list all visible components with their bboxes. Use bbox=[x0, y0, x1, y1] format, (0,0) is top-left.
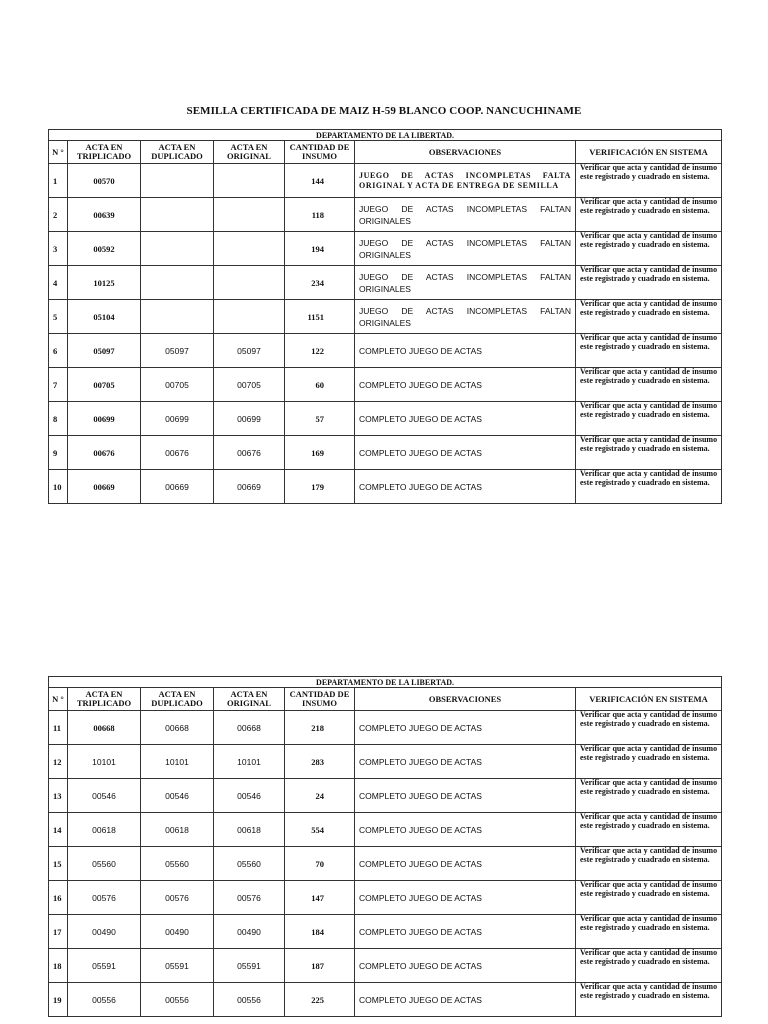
col-header-n: N ° bbox=[49, 141, 68, 164]
table-row bbox=[49, 436, 722, 470]
table-row bbox=[49, 949, 722, 983]
observaciones: COMPLETO JUEGO DE ACTAS bbox=[355, 813, 576, 847]
acta-duplicado: 00699 bbox=[141, 402, 214, 436]
observaciones: COMPLETO JUEGO DE ACTAS bbox=[355, 402, 576, 436]
acta-triplicado: 10101 bbox=[68, 745, 141, 779]
acta-original bbox=[214, 232, 285, 266]
observaciones: COMPLETO JUEGO DE ACTAS bbox=[355, 745, 576, 779]
document-title: SEMILLA CERTIFICADA DE MAIZ H-59 BLANCO COOP. NANCUCHINAME bbox=[186, 105, 582, 117]
col-header-original: ACTA EN ORIGINAL bbox=[214, 688, 285, 711]
table-row bbox=[49, 847, 722, 881]
acta-original: 00618 bbox=[214, 813, 285, 847]
table-row bbox=[49, 266, 722, 300]
verificacion: Verificar que acta y cantidad de insumo este registrado y cuadrado en sistema. bbox=[576, 368, 722, 402]
acta-duplicado: 05560 bbox=[141, 847, 214, 881]
acta-triplicado: 00556 bbox=[68, 983, 141, 1017]
row-number: 6 bbox=[49, 334, 68, 368]
acta-original: 10101 bbox=[214, 745, 285, 779]
acta-triplicado: 00618 bbox=[68, 813, 141, 847]
cantidad-insumo: 234 bbox=[285, 266, 355, 300]
verificacion: Verificar que acta y cantidad de insumo este registrado y cuadrado en sistema. bbox=[576, 915, 722, 949]
cantidad-insumo: 225 bbox=[285, 983, 355, 1017]
acta-triplicado: 00705 bbox=[68, 368, 141, 402]
acta-original: 00699 bbox=[214, 402, 285, 436]
row-number: 7 bbox=[49, 368, 68, 402]
department-header: DEPARTAMENTO DE LA LIBERTAD. bbox=[49, 130, 722, 141]
acta-triplicado: 00669 bbox=[68, 470, 141, 504]
acta-original: 00576 bbox=[214, 881, 285, 915]
department-header: DEPARTAMENTO DE LA LIBERTAD. bbox=[49, 677, 722, 688]
table-row bbox=[49, 745, 722, 779]
acta-original: 05591 bbox=[214, 949, 285, 983]
acta-triplicado: 00576 bbox=[68, 881, 141, 915]
row-number: 5 bbox=[49, 300, 68, 334]
acta-triplicado: 00639 bbox=[68, 198, 141, 232]
acta-triplicado: 05560 bbox=[68, 847, 141, 881]
col-header-triplicado: ACTA EN TRIPLICADO bbox=[68, 141, 141, 164]
cantidad-insumo: 179 bbox=[285, 470, 355, 504]
acta-original: 00490 bbox=[214, 915, 285, 949]
acta-original bbox=[214, 164, 285, 198]
acta-duplicado: 00576 bbox=[141, 881, 214, 915]
verificacion: Verificar que acta y cantidad de insumo este registrado y cuadrado en sistema. bbox=[576, 881, 722, 915]
acta-triplicado: 00699 bbox=[68, 402, 141, 436]
observaciones: COMPLETO JUEGO DE ACTAS bbox=[355, 436, 576, 470]
col-header-verificacion: VERIFICACIÓN EN SISTEMA bbox=[576, 141, 722, 164]
table-row bbox=[49, 368, 722, 402]
verificacion: Verificar que acta y cantidad de insumo este registrado y cuadrado en sistema. bbox=[576, 470, 722, 504]
verificacion: Verificar que acta y cantidad de insumo este registrado y cuadrado en sistema. bbox=[576, 847, 722, 881]
cantidad-insumo: 60 bbox=[285, 368, 355, 402]
verificacion: Verificar que acta y cantidad de insumo este registrado y cuadrado en sistema. bbox=[576, 813, 722, 847]
acta-triplicado: 00546 bbox=[68, 779, 141, 813]
col-header-duplicado: ACTA EN DUPLICADO bbox=[141, 688, 214, 711]
acta-triplicado: 00668 bbox=[68, 711, 141, 745]
verificacion: Verificar que acta y cantidad de insumo este registrado y cuadrado en sistema. bbox=[576, 300, 722, 334]
observaciones: COMPLETO JUEGO DE ACTAS bbox=[355, 847, 576, 881]
observaciones: JUEGO DE ACTAS INCOMPLETAS FALTAN ORIGINALES bbox=[355, 300, 576, 334]
table-row bbox=[49, 915, 722, 949]
acta-duplicado bbox=[141, 198, 214, 232]
acta-triplicado: 00570 bbox=[68, 164, 141, 198]
observaciones: COMPLETO JUEGO DE ACTAS bbox=[355, 334, 576, 368]
cantidad-insumo: 218 bbox=[285, 711, 355, 745]
table-row bbox=[49, 232, 722, 266]
observaciones: JUEGO DE ACTAS INCOMPLETAS FALTAN ORIGINALES bbox=[355, 266, 576, 300]
cantidad-insumo: 169 bbox=[285, 436, 355, 470]
row-number: 18 bbox=[49, 949, 68, 983]
seed-table-2 bbox=[48, 676, 722, 1017]
observaciones: COMPLETO JUEGO DE ACTAS bbox=[355, 779, 576, 813]
verificacion: Verificar que acta y cantidad de insumo este registrado y cuadrado en sistema. bbox=[576, 983, 722, 1017]
observaciones: COMPLETO JUEGO DE ACTAS bbox=[355, 368, 576, 402]
acta-duplicado: 00490 bbox=[141, 915, 214, 949]
acta-duplicado: 00705 bbox=[141, 368, 214, 402]
row-number: 16 bbox=[49, 881, 68, 915]
acta-original: 00676 bbox=[214, 436, 285, 470]
table-row bbox=[49, 881, 722, 915]
verificacion: Verificar que acta y cantidad de insumo este registrado y cuadrado en sistema. bbox=[576, 436, 722, 470]
cantidad-insumo: 122 bbox=[285, 334, 355, 368]
table-row bbox=[49, 164, 722, 198]
cantidad-insumo: 24 bbox=[285, 779, 355, 813]
cantidad-insumo: 147 bbox=[285, 881, 355, 915]
observaciones: COMPLETO JUEGO DE ACTAS bbox=[355, 915, 576, 949]
acta-original: 00705 bbox=[214, 368, 285, 402]
verificacion: Verificar que acta y cantidad de insumo este registrado y cuadrado en sistema. bbox=[576, 779, 722, 813]
table-row bbox=[49, 402, 722, 436]
cantidad-insumo: 57 bbox=[285, 402, 355, 436]
table-body bbox=[49, 164, 722, 504]
acta-original bbox=[214, 300, 285, 334]
row-number: 2 bbox=[49, 198, 68, 232]
observaciones: COMPLETO JUEGO DE ACTAS bbox=[355, 949, 576, 983]
table-row bbox=[49, 779, 722, 813]
acta-triplicado: 00592 bbox=[68, 232, 141, 266]
table-row bbox=[49, 813, 722, 847]
row-number: 4 bbox=[49, 266, 68, 300]
observaciones: COMPLETO JUEGO DE ACTAS bbox=[355, 470, 576, 504]
acta-duplicado: 00556 bbox=[141, 983, 214, 1017]
table-row bbox=[49, 334, 722, 368]
verificacion: Verificar que acta y cantidad de insumo este registrado y cuadrado en sistema. bbox=[576, 745, 722, 779]
observaciones: COMPLETO JUEGO DE ACTAS bbox=[355, 983, 576, 1017]
acta-duplicado: 05097 bbox=[141, 334, 214, 368]
cantidad-insumo: 1151 bbox=[285, 300, 355, 334]
acta-original: 00546 bbox=[214, 779, 285, 813]
row-number: 12 bbox=[49, 745, 68, 779]
verificacion: Verificar que acta y cantidad de insumo este registrado y cuadrado en sistema. bbox=[576, 164, 722, 198]
row-number: 1 bbox=[49, 164, 68, 198]
row-number: 3 bbox=[49, 232, 68, 266]
observaciones: JUEGO DE ACTAS INCOMPLETAS FALTAN ORIGINALES bbox=[355, 198, 576, 232]
verificacion: Verificar que acta y cantidad de insumo este registrado y cuadrado en sistema. bbox=[576, 266, 722, 300]
observaciones: JUEGO DE ACTAS INCOMPLETAS FALTAN ORIGINALES bbox=[355, 232, 576, 266]
col-header-cantidad: CANTIDAD DE INSUMO bbox=[285, 688, 355, 711]
verificacion: Verificar que acta y cantidad de insumo este registrado y cuadrado en sistema. bbox=[576, 198, 722, 232]
row-number: 11 bbox=[49, 711, 68, 745]
row-number: 8 bbox=[49, 402, 68, 436]
observaciones: COMPLETO JUEGO DE ACTAS bbox=[355, 711, 576, 745]
acta-triplicado: 05097 bbox=[68, 334, 141, 368]
col-header-observaciones: OBSERVACIONES bbox=[355, 688, 576, 711]
row-number: 9 bbox=[49, 436, 68, 470]
verificacion: Verificar que acta y cantidad de insumo este registrado y cuadrado en sistema. bbox=[576, 232, 722, 266]
cantidad-insumo: 144 bbox=[285, 164, 355, 198]
acta-duplicado: 00546 bbox=[141, 779, 214, 813]
col-header-verificacion: VERIFICACIÓN EN SISTEMA bbox=[576, 688, 722, 711]
acta-duplicado bbox=[141, 164, 214, 198]
acta-original bbox=[214, 198, 285, 232]
acta-triplicado: 00676 bbox=[68, 436, 141, 470]
seed-table-1 bbox=[48, 129, 722, 504]
acta-duplicado bbox=[141, 266, 214, 300]
acta-duplicado bbox=[141, 232, 214, 266]
table-row bbox=[49, 198, 722, 232]
acta-triplicado: 10125 bbox=[68, 266, 141, 300]
acta-triplicado: 05591 bbox=[68, 949, 141, 983]
row-number: 14 bbox=[49, 813, 68, 847]
col-header-original: ACTA EN ORIGINAL bbox=[214, 141, 285, 164]
acta-original: 00556 bbox=[214, 983, 285, 1017]
acta-original: 05560 bbox=[214, 847, 285, 881]
acta-original bbox=[214, 266, 285, 300]
acta-duplicado: 05591 bbox=[141, 949, 214, 983]
acta-original: 05097 bbox=[214, 334, 285, 368]
acta-duplicado bbox=[141, 300, 214, 334]
acta-triplicado: 00490 bbox=[68, 915, 141, 949]
col-header-observaciones: OBSERVACIONES bbox=[355, 141, 576, 164]
col-header-triplicado: ACTA EN TRIPLICADO bbox=[68, 688, 141, 711]
cantidad-insumo: 194 bbox=[285, 232, 355, 266]
acta-duplicado: 10101 bbox=[141, 745, 214, 779]
cantidad-insumo: 554 bbox=[285, 813, 355, 847]
cantidad-insumo: 118 bbox=[285, 198, 355, 232]
verificacion: Verificar que acta y cantidad de insumo este registrado y cuadrado en sistema. bbox=[576, 949, 722, 983]
acta-triplicado: 05104 bbox=[68, 300, 141, 334]
row-number: 13 bbox=[49, 779, 68, 813]
table-row bbox=[49, 300, 722, 334]
cantidad-insumo: 184 bbox=[285, 915, 355, 949]
acta-original: 00668 bbox=[214, 711, 285, 745]
row-number: 17 bbox=[49, 915, 68, 949]
table-row bbox=[49, 983, 722, 1017]
acta-duplicado: 00668 bbox=[141, 711, 214, 745]
cantidad-insumo: 283 bbox=[285, 745, 355, 779]
col-header-cantidad: CANTIDAD DE INSUMO bbox=[285, 141, 355, 164]
acta-duplicado: 00618 bbox=[141, 813, 214, 847]
observaciones: JUEGO DE ACTAS INCOMPLETAS FALTA ORIGINAL Y ACTA DE ENTREGA DE SEMILLA bbox=[355, 164, 576, 198]
observaciones: COMPLETO JUEGO DE ACTAS bbox=[355, 881, 576, 915]
cantidad-insumo: 187 bbox=[285, 949, 355, 983]
table-body bbox=[49, 711, 722, 1017]
row-number: 19 bbox=[49, 983, 68, 1017]
verificacion: Verificar que acta y cantidad de insumo este registrado y cuadrado en sistema. bbox=[576, 402, 722, 436]
col-header-duplicado: ACTA EN DUPLICADO bbox=[141, 141, 214, 164]
acta-duplicado: 00676 bbox=[141, 436, 214, 470]
cantidad-insumo: 70 bbox=[285, 847, 355, 881]
col-header-n: N ° bbox=[49, 688, 68, 711]
verificacion: Verificar que acta y cantidad de insumo este registrado y cuadrado en sistema. bbox=[576, 711, 722, 745]
table-row bbox=[49, 711, 722, 745]
verificacion: Verificar que acta y cantidad de insumo este registrado y cuadrado en sistema. bbox=[576, 334, 722, 368]
acta-duplicado: 00669 bbox=[141, 470, 214, 504]
acta-original: 00669 bbox=[214, 470, 285, 504]
row-number: 15 bbox=[49, 847, 68, 881]
row-number: 10 bbox=[49, 470, 68, 504]
table-row bbox=[49, 470, 722, 504]
